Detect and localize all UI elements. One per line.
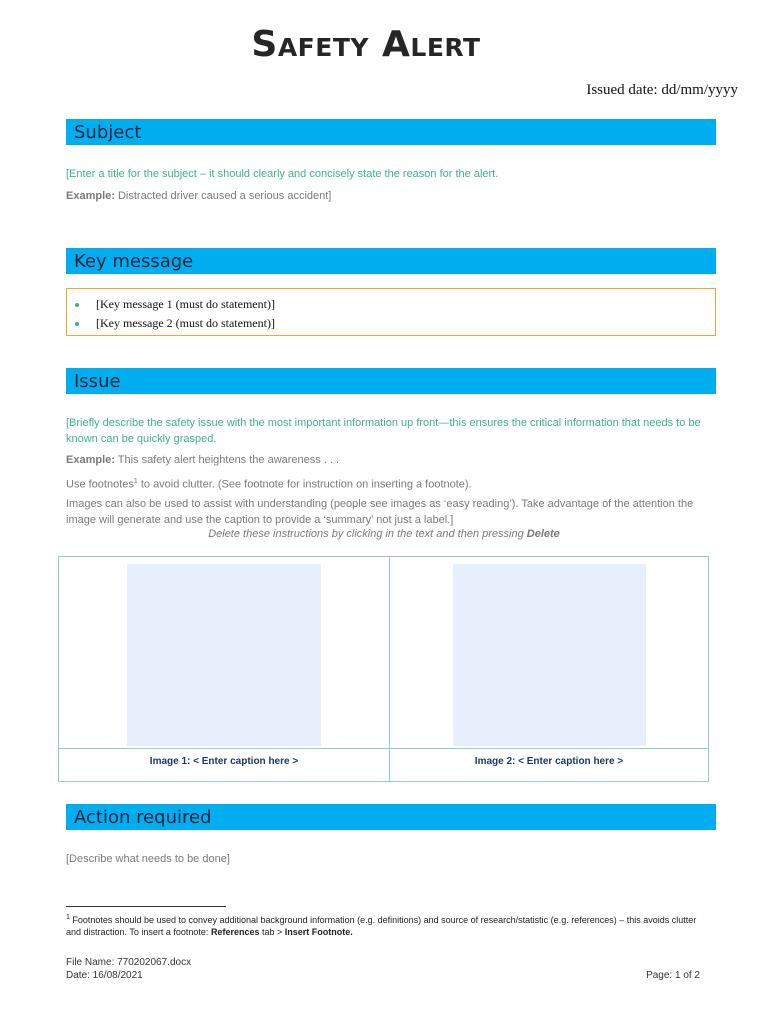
- issue-example[interactable]: [66, 453, 716, 469]
- key-message-heading: Key message: [74, 250, 194, 272]
- page-number: Page: 1 of 2: [646, 970, 700, 981]
- example-label: Example:: [66, 454, 115, 466]
- key-message-heading-bar: [66, 248, 716, 274]
- issue-instruction[interactable]: [Briefly describe the safety issue with the most important information up front—this ensures the critical information that needs to be known can be quickly grasped.: [66, 417, 701, 445]
- issue-heading: Issue: [74, 370, 121, 392]
- example-text: Distracted driver caused a serious accident]: [114, 190, 332, 202]
- footnote-number: 1: [66, 914, 70, 921]
- footnote-reference[interactable]: 1: [133, 478, 138, 485]
- footnote-text: Footnotes should be used to convey additional background information (e.g. definitions) and source of research/statistic (e.g. references) – this avoids clutter and distraction. To insert a footnote:: [66, 915, 697, 937]
- file-name: File Name: 770202067.docx: [66, 957, 192, 968]
- footnote-tab: tab >: [259, 927, 285, 937]
- subject-heading: Subject: [74, 121, 142, 143]
- footer-date: Date: 16/08/2021: [66, 970, 143, 981]
- image-placeholder-1[interactable]: [127, 564, 321, 746]
- footnote-insert: Insert Footnote.: [284, 927, 353, 937]
- footnote-separator: [66, 906, 226, 907]
- issued-date[interactable]: Issued date: dd/mm/yyyy: [586, 82, 738, 98]
- document-title: Safety Alert: [251, 24, 481, 65]
- footnote: [66, 912, 706, 938]
- example-label: Example:: [66, 190, 115, 202]
- issue-heading-bar: [66, 368, 716, 394]
- table-divider: [58, 748, 709, 749]
- images-guidance-text[interactable]: Images can also be used to assist with understanding (people see images as ‘easy reading’). Take advantage of the attention the image will generate and use the caption to provide a ‘summary’ not just a label.]: [66, 498, 694, 526]
- footnote-usage-post: to avoid clutter. (See footnote for instruction on inserting a footnote).: [137, 478, 472, 491]
- delete-instruction[interactable]: [66, 527, 702, 543]
- subject-example[interactable]: [66, 189, 716, 205]
- subject-heading-bar: [66, 119, 716, 145]
- key-message-box: [66, 288, 716, 336]
- image-caption-2[interactable]: Image 2: < Enter caption here >: [474, 756, 624, 767]
- image-placeholder-2[interactable]: [453, 564, 646, 746]
- delete-key: Delete: [526, 528, 560, 540]
- action-heading: Action required: [74, 806, 212, 828]
- delete-instruction-text: Delete these instructions by clicking in the text and then pressing: [208, 528, 527, 540]
- action-text[interactable]: [Describe what needs to be done]: [66, 853, 230, 865]
- footnote-usage-pre: Use footnotes: [66, 478, 134, 491]
- key-message-item[interactable]: [Key message 1 (must do statement)]: [67, 296, 715, 315]
- example-text: This safety alert heightens the awareness . . .: [114, 454, 340, 466]
- footnote-references: References: [210, 927, 260, 937]
- key-message-item[interactable]: [Key message 2 (must do statement)]: [67, 315, 715, 334]
- action-heading-bar: [66, 804, 716, 830]
- subject-instruction[interactable]: [Enter a title for the subject – it should clearly and concisely state the reason for the alert.: [66, 168, 499, 180]
- footnote-usage-text[interactable]: [66, 474, 716, 493]
- image-caption-1[interactable]: Image 1: < Enter caption here >: [149, 756, 299, 767]
